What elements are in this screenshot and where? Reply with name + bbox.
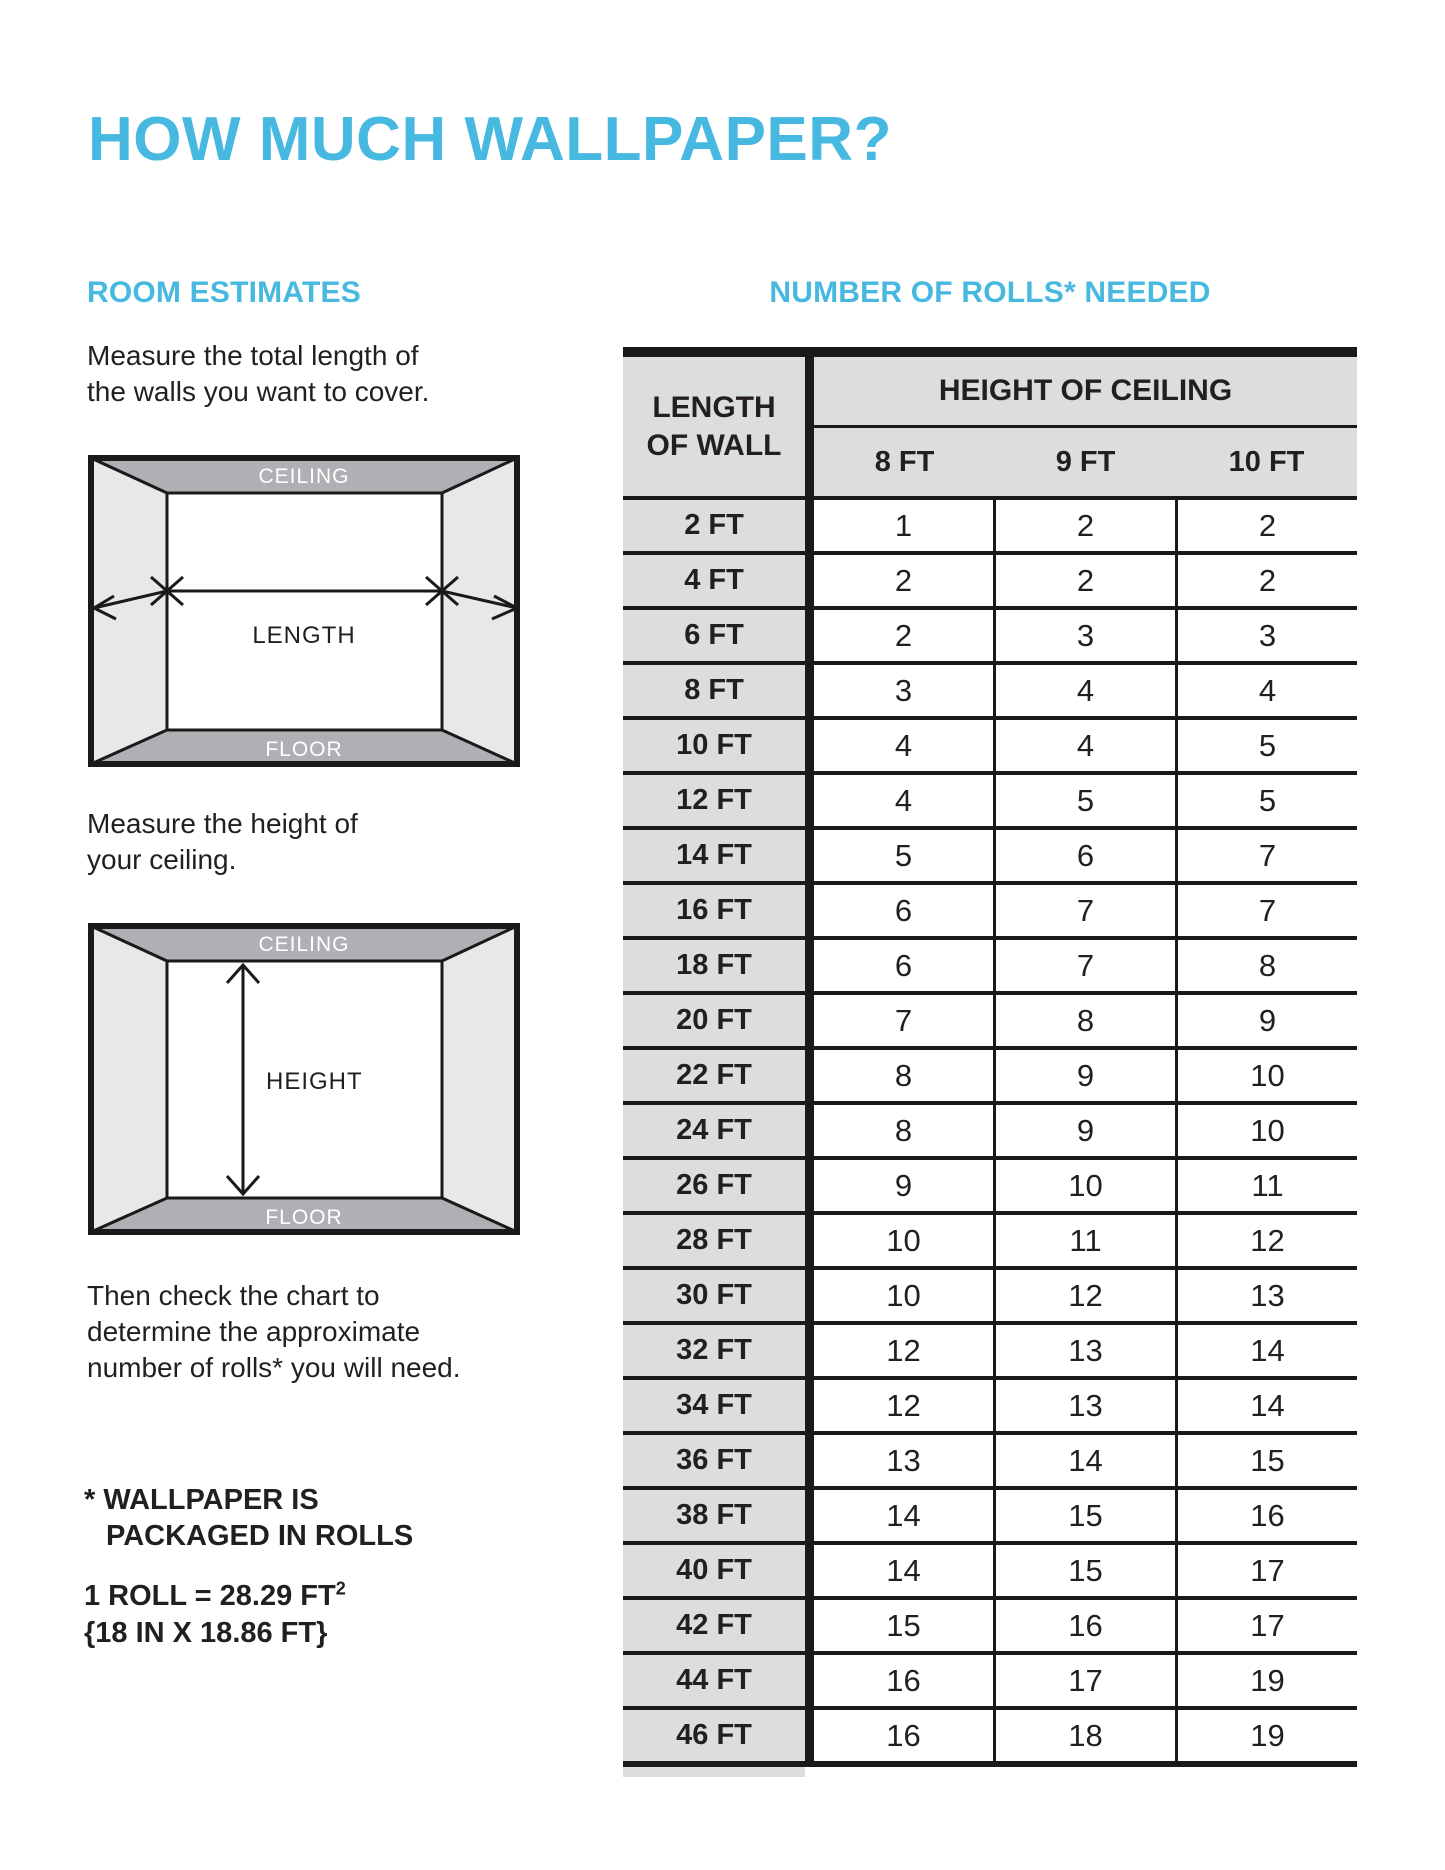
roll-count-cell: 12 xyxy=(1175,1215,1357,1266)
roll-count-cell: 14 xyxy=(1175,1325,1357,1376)
roll-dimensions-note: {18 IN X 18.86 FT} xyxy=(84,1617,328,1649)
roll-count-cell: 8 xyxy=(814,1050,993,1101)
height-of-ceiling-header: HEIGHT OF CEILING xyxy=(814,357,1357,428)
roll-count-cell: 14 xyxy=(814,1545,993,1596)
paragraph-line: Then check the chart to xyxy=(87,1280,380,1311)
roll-count-cell: 10 xyxy=(1175,1050,1357,1101)
table-row xyxy=(623,1211,1357,1266)
floor-label: FLOOR xyxy=(265,1206,343,1229)
table-row xyxy=(623,1321,1357,1376)
roll-count-cell: 2 xyxy=(1175,555,1357,606)
table-row xyxy=(623,1266,1357,1321)
row-length-label: 2 FT xyxy=(623,500,814,551)
roll-count-cell: 7 xyxy=(1175,830,1357,881)
row-length-label: 44 FT xyxy=(623,1655,814,1706)
ceiling-label: CEILING xyxy=(258,465,350,488)
roll-count-cell: 14 xyxy=(1175,1380,1357,1431)
ceiling-height-columns xyxy=(814,428,1357,496)
note-line: * WALLPAPER IS xyxy=(84,1484,319,1516)
roll-count-cell: 9 xyxy=(814,1160,993,1211)
header-line: OF WALL xyxy=(646,428,782,462)
roll-count-cell: 14 xyxy=(993,1435,1175,1486)
table-row xyxy=(623,606,1357,661)
roll-count-cell: 4 xyxy=(814,720,993,771)
length-room-diagram xyxy=(88,455,520,767)
roll-count-cell: 18 xyxy=(993,1710,1175,1761)
roll-count-cell: 2 xyxy=(993,555,1175,606)
row-length-label: 12 FT xyxy=(623,775,814,826)
roll-count-cell: 1 xyxy=(814,500,993,551)
roll-count-cell: 7 xyxy=(993,885,1175,936)
table-left-column-tab xyxy=(623,1767,805,1777)
roll-count-cell: 2 xyxy=(993,500,1175,551)
row-length-label: 18 FT xyxy=(623,940,814,991)
row-length-label: 40 FT xyxy=(623,1545,814,1596)
roll-count-cell: 10 xyxy=(814,1215,993,1266)
paragraph-line: number of rolls* you will need. xyxy=(87,1352,461,1383)
right-wall-surface xyxy=(442,926,517,1232)
roll-count-cell: 12 xyxy=(814,1325,993,1376)
column-header-9ft: 9 FT xyxy=(1055,445,1116,478)
row-length-label: 8 FT xyxy=(623,665,814,716)
roll-count-cell: 19 xyxy=(1175,1710,1357,1761)
roll-count-cell: 6 xyxy=(814,885,993,936)
roll-count-cell: 3 xyxy=(814,665,993,716)
row-length-label: 24 FT xyxy=(623,1105,814,1156)
roll-count-cell: 7 xyxy=(1175,885,1357,936)
roll-count-cell: 4 xyxy=(1175,665,1357,716)
roll-count-cell: 16 xyxy=(814,1710,993,1761)
table-row xyxy=(623,661,1357,716)
roll-count-cell: 12 xyxy=(814,1380,993,1431)
roll-count-cell: 16 xyxy=(814,1655,993,1706)
check-chart-paragraph xyxy=(87,1278,461,1386)
length-of-wall-header xyxy=(623,357,814,496)
table-row xyxy=(623,1156,1357,1211)
ceiling-header-group xyxy=(814,357,1357,496)
roll-count-cell: 11 xyxy=(1175,1160,1357,1211)
roll-count-cell: 5 xyxy=(814,830,993,881)
height-room-diagram-svg xyxy=(88,923,520,1235)
roll-count-cell: 19 xyxy=(1175,1655,1357,1706)
note-line: PACKAGED IN ROLLS xyxy=(106,1520,414,1552)
table-row xyxy=(623,991,1357,1046)
wallpaper-rolls-note xyxy=(84,1482,413,1554)
paragraph-line: Measure the total length of xyxy=(87,340,419,371)
rolls-table xyxy=(623,347,1357,1777)
table-row xyxy=(623,826,1357,881)
row-length-label: 20 FT xyxy=(623,995,814,1046)
table-row xyxy=(623,1376,1357,1431)
roll-count-cell: 16 xyxy=(1175,1490,1357,1541)
roll-count-cell: 10 xyxy=(1175,1105,1357,1156)
row-length-label: 4 FT xyxy=(623,555,814,606)
length-label: LENGTH xyxy=(252,622,356,649)
roll-count-cell: 3 xyxy=(1175,610,1357,661)
roll-count-cell: 2 xyxy=(1175,500,1357,551)
roll-count-cell: 9 xyxy=(1175,995,1357,1046)
roll-count-cell: 9 xyxy=(993,1105,1175,1156)
measure-length-paragraph xyxy=(87,338,429,410)
row-length-label: 26 FT xyxy=(623,1160,814,1211)
roll-count-cell: 3 xyxy=(993,610,1175,661)
row-length-label: 42 FT xyxy=(623,1600,814,1651)
roll-count-cell: 15 xyxy=(993,1545,1175,1596)
roll-count-cell: 2 xyxy=(814,555,993,606)
table-row xyxy=(623,551,1357,606)
table-row xyxy=(623,716,1357,771)
room-estimates-heading: ROOM ESTIMATES xyxy=(87,276,361,309)
roll-count-cell: 12 xyxy=(993,1270,1175,1321)
ceiling-label: CEILING xyxy=(258,933,350,956)
row-length-label: 46 FT xyxy=(623,1710,814,1761)
roll-count-cell: 7 xyxy=(993,940,1175,991)
roll-count-cell: 7 xyxy=(814,995,993,1046)
paragraph-line: your ceiling. xyxy=(87,844,237,875)
row-length-label: 30 FT xyxy=(623,1270,814,1321)
roll-count-cell: 8 xyxy=(814,1105,993,1156)
row-length-label: 22 FT xyxy=(623,1050,814,1101)
table-row xyxy=(623,771,1357,826)
roll-count-cell: 10 xyxy=(814,1270,993,1321)
roll-count-cell: 13 xyxy=(993,1325,1175,1376)
roll-count-cell: 8 xyxy=(1175,940,1357,991)
roll-size-note xyxy=(84,1578,346,1614)
roll-count-cell: 13 xyxy=(1175,1270,1357,1321)
roll-count-cell: 10 xyxy=(993,1160,1175,1211)
roll-count-cell: 5 xyxy=(1175,720,1357,771)
length-room-diagram-svg xyxy=(88,455,520,767)
paragraph-line: Measure the height of xyxy=(87,808,358,839)
roll-count-cell: 2 xyxy=(814,610,993,661)
roll-count-cell: 4 xyxy=(993,665,1175,716)
roll-count-cell: 5 xyxy=(1175,775,1357,826)
roll-count-cell: 17 xyxy=(993,1655,1175,1706)
floor-label: FLOOR xyxy=(265,738,343,761)
roll-count-cell: 4 xyxy=(814,775,993,826)
column-header-10ft: 10 FT xyxy=(1228,445,1305,478)
row-length-label: 34 FT xyxy=(623,1380,814,1431)
superscript-2: 2 xyxy=(335,1578,346,1599)
row-length-label: 14 FT xyxy=(623,830,814,881)
row-length-label: 32 FT xyxy=(623,1325,814,1376)
table-row xyxy=(623,1541,1357,1596)
roll-count-cell: 6 xyxy=(814,940,993,991)
height-label: HEIGHT xyxy=(266,1068,363,1095)
roll-count-cell: 13 xyxy=(814,1435,993,1486)
table-row xyxy=(623,1101,1357,1156)
roll-count-cell: 14 xyxy=(814,1490,993,1541)
roll-count-cell: 13 xyxy=(993,1380,1175,1431)
roll-count-cell: 17 xyxy=(1175,1545,1357,1596)
row-length-label: 6 FT xyxy=(623,610,814,661)
back-wall-surface xyxy=(167,493,442,730)
roll-count-cell: 15 xyxy=(993,1490,1175,1541)
roll-count-cell: 15 xyxy=(1175,1435,1357,1486)
header-line: LENGTH xyxy=(652,390,776,424)
table-row xyxy=(623,1046,1357,1101)
roll-count-cell: 8 xyxy=(993,995,1175,1046)
row-length-label: 36 FT xyxy=(623,1435,814,1486)
row-length-label: 10 FT xyxy=(623,720,814,771)
table-row xyxy=(623,1596,1357,1651)
table-row xyxy=(623,496,1357,551)
table-row xyxy=(623,936,1357,991)
table-row xyxy=(623,881,1357,936)
table-row xyxy=(623,1651,1357,1706)
roll-count-cell: 4 xyxy=(993,720,1175,771)
height-room-diagram xyxy=(88,923,520,1235)
paragraph-line: the walls you want to cover. xyxy=(87,376,430,407)
roll-count-cell: 5 xyxy=(993,775,1175,826)
row-length-label: 38 FT xyxy=(623,1490,814,1541)
left-wall-surface xyxy=(91,926,167,1232)
row-length-label: 16 FT xyxy=(623,885,814,936)
roll-count-cell: 6 xyxy=(993,830,1175,881)
rolls-table-body xyxy=(623,496,1357,1761)
column-header-8ft: 8 FT xyxy=(874,445,935,478)
table-top-border xyxy=(623,347,1357,357)
row-length-label: 28 FT xyxy=(623,1215,814,1266)
measure-height-paragraph xyxy=(87,806,358,878)
page-title: HOW MUCH WALLPAPER? xyxy=(88,105,892,174)
table-row xyxy=(623,1431,1357,1486)
right-wall-surface xyxy=(442,458,517,764)
roll-count-cell: 15 xyxy=(814,1600,993,1651)
roll-count-cell: 17 xyxy=(1175,1600,1357,1651)
roll-size-text: 1 ROLL = 28.29 FT xyxy=(84,1580,336,1612)
rolls-needed-heading: NUMBER OF ROLLS* NEEDED xyxy=(769,276,1211,309)
roll-count-cell: 9 xyxy=(993,1050,1175,1101)
table-header xyxy=(623,357,1357,496)
table-row xyxy=(623,1486,1357,1541)
roll-count-cell: 11 xyxy=(993,1215,1175,1266)
roll-count-cell: 16 xyxy=(993,1600,1175,1651)
paragraph-line: determine the approximate xyxy=(87,1316,421,1347)
table-row xyxy=(623,1706,1357,1761)
